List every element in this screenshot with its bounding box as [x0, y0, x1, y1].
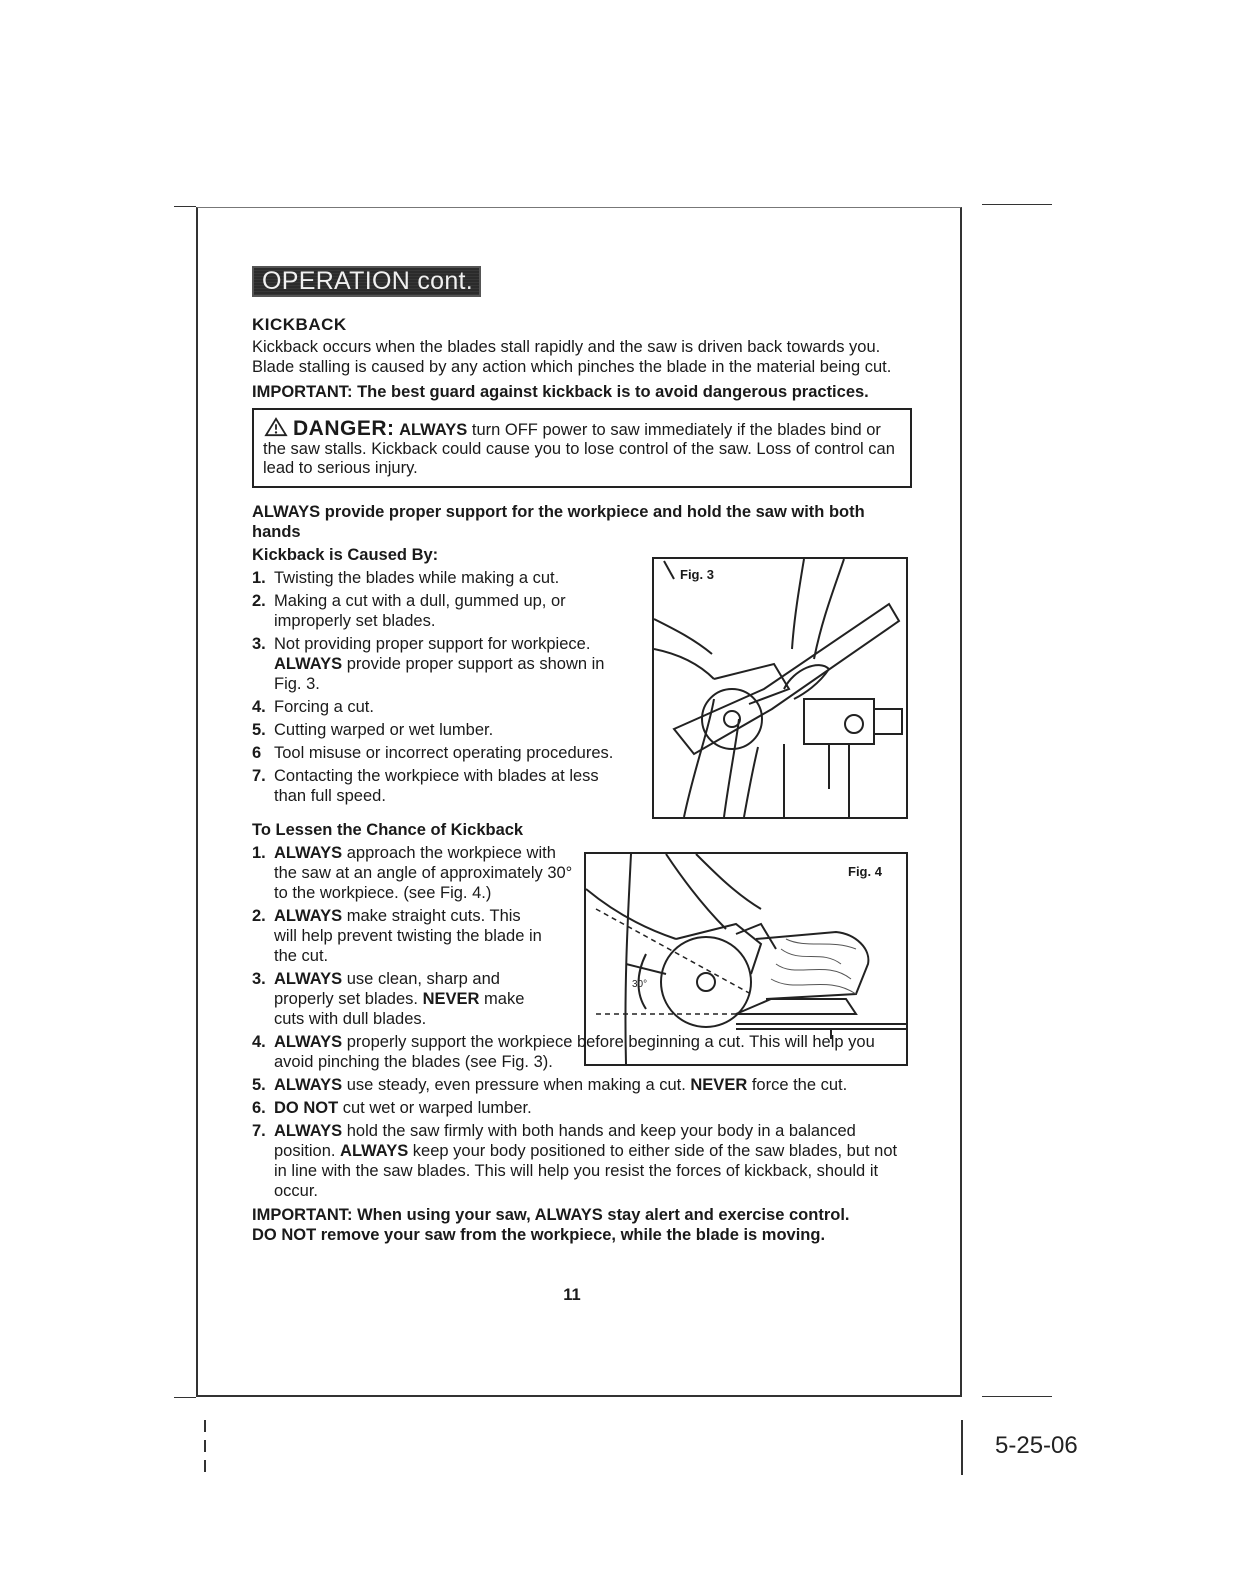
item-text: provide proper support as shown in Fig. 3. — [274, 655, 605, 693]
item-number: 5. — [252, 1076, 266, 1094]
item-emphasis: ALWAYS — [274, 655, 343, 673]
item-text: make cuts with dull blades. — [274, 990, 525, 1028]
causes-heading: Kickback is Caused By: — [252, 546, 439, 564]
figure-4-label: Fig. 4 — [848, 864, 882, 879]
item-text: cut wet or warped lumber. — [338, 1099, 532, 1117]
top-rule-right — [982, 204, 1052, 205]
kickback-heading: KICKBACK — [252, 315, 347, 334]
item-emphasis: ALWAYS — [274, 844, 343, 862]
figure-3-label: Fig. 3 — [680, 567, 714, 582]
danger-text: turn OFF power to saw immediately if the blades bind or the saw stalls. Kickback could cause you to lose control of the saw. Loss of control can lead to serious injury. — [263, 421, 895, 477]
list-item — [252, 1075, 914, 1095]
item-text: properly support the workpiece before beginning a cut. This will help you avoid pinching the blades (see Fig. 3). — [274, 1033, 875, 1071]
list-item — [252, 1032, 894, 1072]
item-emphasis: ALWAYS — [340, 1142, 409, 1160]
item-text: keep your body positioned to either side of the saw blades, but not in line with the saw blades. This will help you resist the forces of kickback, should it occur. — [274, 1142, 898, 1200]
danger-title: DANGER: — [293, 417, 395, 440]
item-number: 4. — [252, 698, 266, 716]
item-number: 6. — [252, 1099, 266, 1117]
item-emphasis: ALWAYS — [274, 1076, 343, 1094]
item-emphasis: NEVER — [690, 1076, 748, 1094]
kickback-intro: Kickback occurs when the blades stall rapidly and the saw is driven back towards you. Blade stalling is caused by any action which pinches the blade in the material being cut. — [252, 338, 892, 376]
bottom-rule-right — [982, 1396, 1052, 1397]
item-text: approach the workpiece with the saw at an angle of approximately 30° to the workpiece. (see Fig. 4.) — [274, 844, 573, 902]
item-emphasis: NEVER — [422, 990, 480, 1008]
danger-always: ALWAYS — [399, 421, 468, 439]
item-number: 2. — [252, 907, 266, 925]
item-number: 5. — [252, 721, 266, 739]
list-item — [252, 634, 632, 694]
important-note: IMPORTANT: The best guard against kickback is to avoid dangerous practices. — [252, 383, 869, 401]
item-text: use steady, even pressure when making a cut. — [342, 1076, 691, 1094]
item-number: 4. — [252, 1033, 266, 1051]
margin-tick — [204, 1440, 206, 1452]
item-text: Making a cut with a dull, gummed up, or improperly set blades. — [274, 592, 566, 630]
list-item — [252, 720, 632, 740]
item-number: 2. — [252, 592, 266, 610]
item-emphasis: DO NOT — [274, 1099, 339, 1117]
support-note: ALWAYS provide proper support for the workpiece and hold the saw with both hands — [252, 503, 865, 541]
item-emphasis: ALWAYS — [274, 907, 343, 925]
list-item — [252, 697, 632, 717]
list-item — [252, 843, 574, 903]
item-number: 6 — [252, 744, 262, 762]
date-divider — [961, 1420, 963, 1475]
item-text: Forcing a cut. — [274, 698, 374, 716]
angle-label: 30° — [632, 979, 648, 990]
margin-tick — [204, 1420, 206, 1432]
list-item — [252, 766, 632, 806]
item-text: Tool misuse or incorrect operating procedures. — [274, 744, 614, 762]
item-number: 7. — [252, 767, 266, 785]
item-text: make straight cuts. This will help prevent twisting the blade in the cut. — [274, 907, 542, 965]
list-item — [252, 743, 632, 763]
list-item — [252, 906, 544, 966]
section-banner: OPERATION cont. — [252, 266, 481, 297]
item-emphasis: ALWAYS — [274, 1122, 343, 1140]
item-text: Twisting the blades while making a cut. — [274, 569, 560, 587]
item-number: 7. — [252, 1122, 266, 1140]
causes-section — [252, 545, 632, 806]
bottom-rule-left — [174, 1397, 196, 1398]
page-content — [252, 266, 912, 1305]
item-number: 1. — [252, 844, 266, 862]
warning-triangle-icon — [263, 417, 289, 437]
page-number: 11 — [563, 1286, 581, 1304]
lessen-list — [252, 843, 912, 1201]
top-rule-left — [174, 206, 196, 207]
margin-tick — [204, 1460, 206, 1472]
item-text: hold the saw firmly with both hands and keep your body in a balanced position. — [274, 1122, 856, 1160]
list-item — [252, 969, 544, 1029]
date-stamp: 5-25-06 — [995, 1432, 1078, 1459]
item-number: 1. — [252, 569, 266, 587]
list-item — [252, 568, 632, 588]
list-item — [252, 1098, 912, 1118]
lessen-heading: To Lessen the Chance of Kickback — [252, 821, 524, 839]
item-number: 3. — [252, 635, 266, 653]
causes-list — [252, 568, 632, 806]
item-text: Not providing proper support for workpiece. — [274, 635, 591, 653]
final-important-line-1: IMPORTANT: When using your saw, ALWAYS stay alert and exercise control. — [252, 1206, 850, 1224]
item-number: 3. — [252, 970, 266, 988]
item-emphasis: ALWAYS — [274, 970, 343, 988]
item-text: Contacting the workpiece with blades at less than full speed. — [274, 767, 599, 805]
item-text: Cutting warped or wet lumber. — [274, 721, 494, 739]
final-important-line-2: DO NOT remove your saw from the workpiece, while the blade is moving. — [252, 1226, 826, 1244]
lessen-section — [252, 820, 912, 1201]
item-emphasis: ALWAYS — [274, 1033, 343, 1051]
list-item — [252, 591, 632, 631]
item-text: force the cut. — [747, 1076, 848, 1094]
item-text: use clean, sharp and properly set blades. — [274, 970, 500, 1008]
danger-box — [252, 408, 912, 488]
list-item — [252, 1121, 914, 1201]
